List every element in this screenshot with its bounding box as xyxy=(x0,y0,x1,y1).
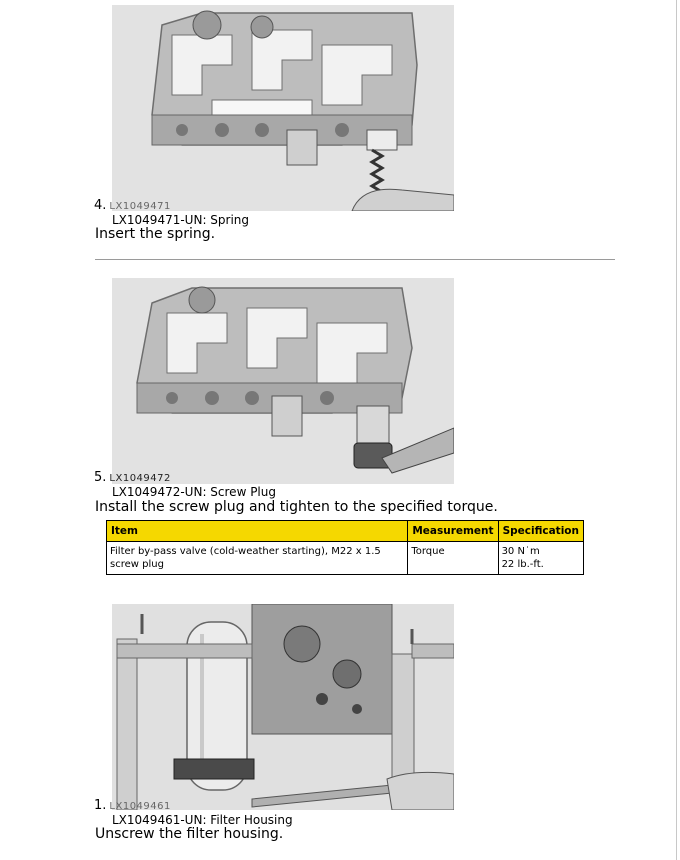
figure-caption: LX1049461-UN: Filter Housing xyxy=(112,813,293,827)
step-5-reference xyxy=(94,471,171,486)
step-instruction: Install the screw plug and tighten to the specified torque. xyxy=(95,499,498,515)
figure-filter-housing xyxy=(112,604,454,810)
valve-body-wrench-illustration xyxy=(112,278,454,484)
table-header-row xyxy=(107,521,584,542)
step-number: 4. xyxy=(94,198,107,213)
spec-imperial: 22 lb.-ft. xyxy=(501,559,544,570)
step-instruction: Unscrew the filter housing. xyxy=(95,826,284,842)
figure-code: LX1049461 xyxy=(109,801,171,812)
table-row xyxy=(107,542,584,575)
step-1-reference xyxy=(94,799,171,814)
cell-specification xyxy=(498,542,583,575)
spec-metric: 30 N˙m xyxy=(501,546,540,557)
valve-body-spring-illustration xyxy=(112,5,454,211)
page-edge-rule xyxy=(676,0,677,860)
figure-code: LX1049471 xyxy=(109,201,171,212)
column-header-measurement: Measurement xyxy=(408,521,498,542)
figure-caption: LX1049471-UN: Spring xyxy=(112,213,250,227)
step-number: 5. xyxy=(94,470,107,485)
figure-screw-plug xyxy=(112,278,454,484)
column-header-specification: Specification xyxy=(498,521,583,542)
step-4-reference xyxy=(94,199,171,214)
figure-spring xyxy=(112,5,454,211)
engine-stand-filter-illustration xyxy=(112,604,454,810)
figure-code: LX1049472 xyxy=(109,473,171,484)
column-header-item: Item xyxy=(107,521,408,542)
figure-caption: LX1049472-UN: Screw Plug xyxy=(112,485,276,499)
step-number: 1. xyxy=(94,798,107,813)
section-divider xyxy=(95,259,615,260)
cell-item: Filter by-pass valve (cold-weather starting), M22 x 1.5 screw plug xyxy=(107,542,408,575)
step-instruction: Insert the spring. xyxy=(95,226,216,242)
torque-spec-table xyxy=(106,520,584,575)
cell-measurement: Torque xyxy=(408,542,498,575)
